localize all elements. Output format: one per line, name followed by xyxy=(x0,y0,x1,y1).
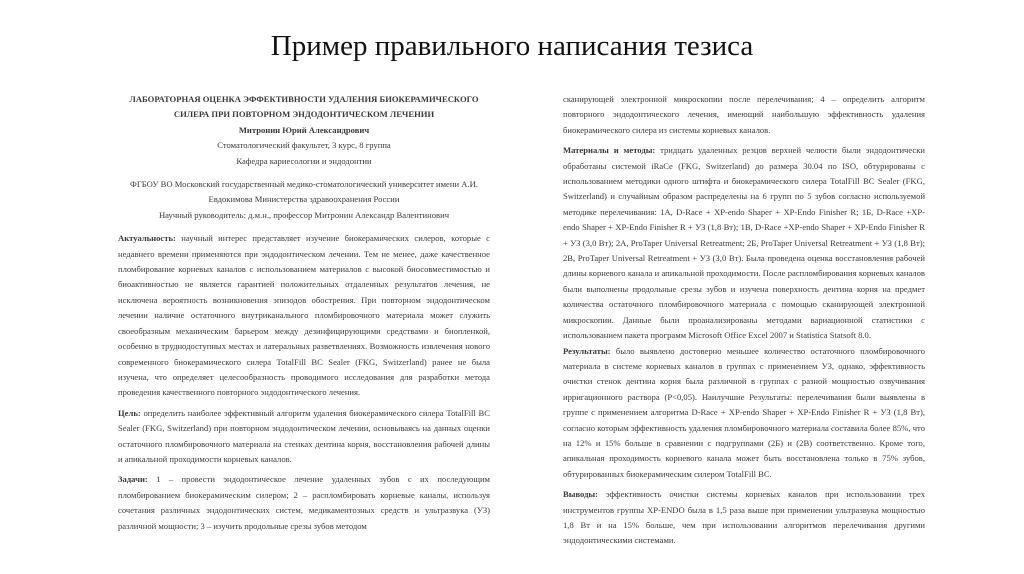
thesis-right-column xyxy=(563,92,925,549)
goal-text: определить наиболее эффективный алгоритм удаления биокерамического силера TotalFill BC Sealer (FKG, Switzerland) при повторном эндодонтическом лечении, основываясь на данных оценки остаточного пломбировочного материала на стенках дентина корня, восстановления рабочей длины и апикальной проходимости корневых каналов. xyxy=(118,407,490,464)
conclusions-text: эффективность очистки системы корневых каналов при использовании трех инструментов группы XP-ENDO была в 1,5 раза выше при применении ультразвука мощностью 1,8 Вт и на 15% больше, чем при использовании алгоритмов перелечивания другими эндодонтическими системами. xyxy=(563,489,925,546)
thesis-university: ФГБОУ ВО Московский государственный медико-стоматологический университет имени А.И. Евдокимова Министерства здравоохранения России xyxy=(130,179,478,205)
goal-label: Цель: xyxy=(118,407,141,418)
results-label: Результаты: xyxy=(563,345,611,356)
relevance-label: Актуальность: xyxy=(118,233,176,244)
thesis-heading: ЛАБОРАТОРНАЯ ОЦЕНКА ЭФФЕКТИВНОСТИ УДАЛЕНИЯ БИОКЕРАМИЧЕСКОГО СИЛЕРА ПРИ ПОВТОРНОМ ЭНДОДОНТИЧЕСКОМ ЛЕЧЕНИИ xyxy=(129,94,479,120)
methods-text: тридцать удаленных резцов верхней челюсти были эндодонтически обработаны системой iRaCe (FKG, Switzerland) до размера 30.04 по ISO, обтурированы с использованием методики одного штифта и биокерамического силера TotalFill BC Sealer (FKG, Switzerland) и случайным образом распределены на 6 групп по 5 зубов согласно используемой методике перелечивания: 1А, D-Race + XP-endo Shaper + XP-Endo Finisher R; 1Б, D-Race +XP-endo Shaper + XP-Endo Finisher R + УЗ (1,8 Вт); 1В, D-Race +XP-endo Shaper + XP-Endo Finisher R + УЗ (3,0 Вт); 2А, ProTaper Universal Retreatment; 2Б, ProTaper Universal Retreatment + УЗ (1,8 Вт); 2В, ProTaper Universal Retreatment + УЗ (3,0 Вт). Была проведена оценка восстановления рабочей длины корневого канала и апикальной проходимости. После распломбирования корневых каналов были выполнены продольные срезы зубов и изучена поверхность дентина корня на предмет количества остаточного пломбировочного материала с помощью сканирующей электронной микроскопии. Данные были проанализированы методами вариационной статистики с использованием пакета программ Microsoft Office Excel 2007 и Statistica Statsoft 8.0. xyxy=(563,145,925,341)
results-paragraph xyxy=(563,344,925,483)
conclusions-paragraph xyxy=(563,487,925,549)
results-text: было выявлено достоверно меньшее количество остаточного пломбировочного материала в системе корневых каналов в группах с применением УЗ, однако, эффективность очистки стенок дентина корня была различной в группах с разной мощностью озвучивания ирригационного раствора (P<0,05). Наилучшие Результаты: перелечивания были выявлены в группе с применением алгоритма D-Race + XP-endo Shaper + XP-Endo Finisher R + УЗ (1,8 Вт), согласно которым эффективность удаления пломбировочного материала составила более 85%, что на 12% и 15% больше в сравнении с подгруппами (2Б) и (2В) соответственно. Кроме того, апикальная проходимость корневого канала может быть восстановлена только в 75% зубов, обтурированных биокерамическим силером TotalFill BC. xyxy=(563,345,925,479)
tasks-label: Задачи: xyxy=(118,474,148,485)
thesis-author: Митронин Юрий Александрович xyxy=(238,124,370,135)
slide-title: Пример правильного написания тезиса xyxy=(270,30,754,62)
methods-paragraph xyxy=(563,143,925,343)
thesis-left-column xyxy=(118,92,490,534)
tasks-text: 1 – провести эндодонтическое лечение удаленных зубов с их последующим пломбированием биокерамическим силером; 2 – распломбировать корневые каналы, используя сочетания различных эндодонтических систем, медикаментозных средств и ультразвука (УЗ) различной мощности; 3 – изучить продольные срезы зубов методом xyxy=(118,474,490,531)
thesis-supervisor: Научный руководитель: д.м.н., профессор Митронин Александр Валентинович xyxy=(158,209,450,220)
tasks-continuation: сканирующей электронной микроскопии после перелечивания; 4 – определить алгоритм повторного эндодонтического лечения, имеющий наибольшую эффективность удаления биокерамического силера из системы корневых каналов. xyxy=(563,94,925,135)
methods-label: Материалы и методы: xyxy=(563,145,656,156)
relevance-text: научный интерес представляет изучение биокерамических силеров, которые с недавнего времени применяются при эндодонтическом лечении. Тем не менее, даже качественное пломбирование корневых каналов с использованием материалов с высокой биосовместимостью и биоактивностью не является гарантией положительных отдаленных результатов лечения, не исключена вероятность возникновения эпизодов обострения. При повторном эндодонтическом лечении наличие остаточного внутриканального пломбировочного материала может служить своеобразным механическим барьером между дезинфицирующими средствами и биопленкой, особенно в труднодоступных местах и латеральных разветвлениях. Возможность извлечения нового современного биокерамического силера TotalFill BC Sealer (FKG, Switzerland) ранее не была изучена, что определяет целесообразность проводимого исследования для разработки метода проведения качественного повторного эндодонтического лечения. xyxy=(118,233,490,398)
goal-paragraph xyxy=(118,406,490,468)
thesis-department: Кафедра кариесологии и эндодонтии xyxy=(236,155,372,166)
conclusions-label: Выводы: xyxy=(563,489,598,500)
tasks-paragraph xyxy=(118,472,490,534)
thesis-faculty: Стоматологический факультет, 3 курс, 8 группа xyxy=(217,140,391,151)
relevance-paragraph xyxy=(118,231,490,400)
